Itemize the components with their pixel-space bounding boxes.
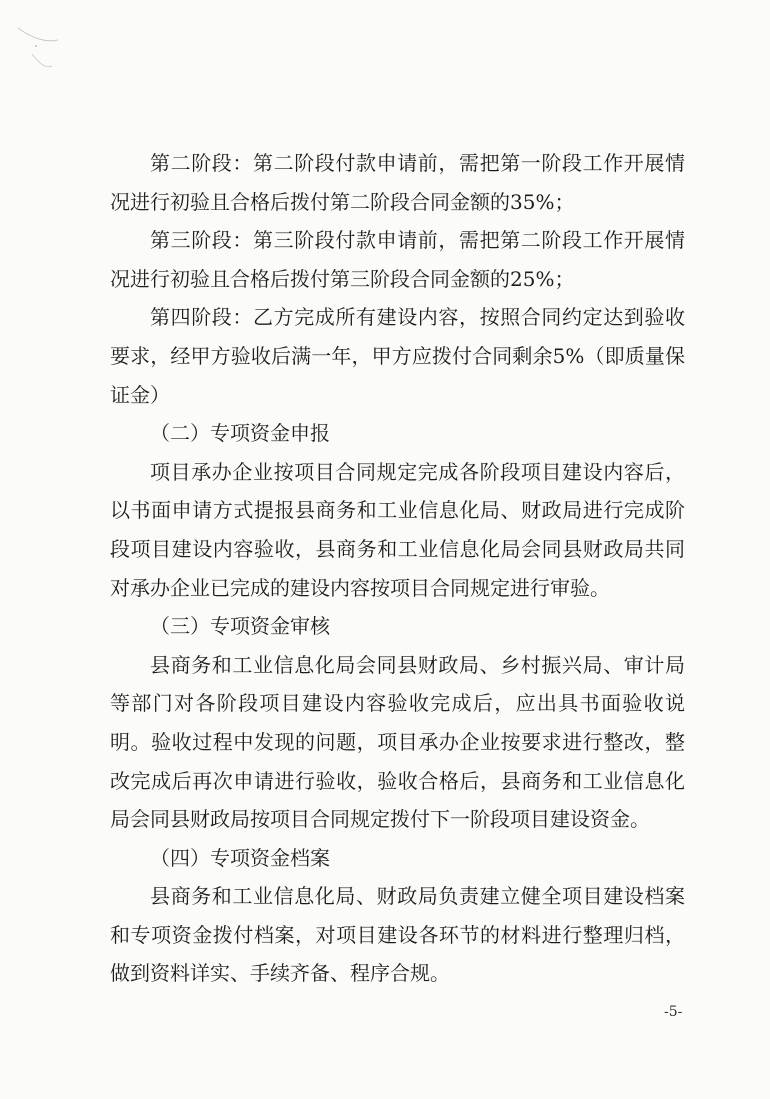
paragraph-fund-archive: 县商务和工业信息化局、财政局负责建立健全项目建设档案和专项资金拨付档案，对项目建设各环节的材料进行整理归档，做到资料详实、手续齐备、程序合规。 xyxy=(110,884,685,986)
page-number: -5- xyxy=(664,1004,683,1020)
paragraph-stage-two: 第二阶段：第二阶段付款申请前，需把第一阶段工作开展情况进行初验且合格后拨付第二阶段合同金额的35%； xyxy=(110,151,685,214)
section-heading-fund-archive: （四）专项资金档案 xyxy=(150,845,330,870)
paragraph-stage-three: 第三阶段：第三阶段付款申请前，需把第二阶段工作开展情况进行初验且合格后拨付第三阶段合同金额的25%； xyxy=(110,228,685,291)
scan-smudge xyxy=(32,54,52,67)
scan-smudge xyxy=(18,28,58,41)
paragraph-fund-application: 项目承办企业按项目合同规定完成各阶段项目建设内容后，以书面申请方式提报县商务和工业信息化局、财政局进行完成阶段项目建设内容验收，县商务和工业信息化局会同县财政局共同对承办企业已完成的建设内容按项目合同规定进行审验。 xyxy=(110,459,685,600)
document-body xyxy=(110,144,685,993)
section-heading-fund-review: （三）专项资金审核 xyxy=(150,614,330,639)
paragraph-stage-four: 第四阶段：乙方完成所有建设内容，按照合同约定达到验收要求，经甲方验收后满一年，甲方应拨付合同剩余5%（即质量保证金） xyxy=(110,305,685,407)
paragraph-fund-review: 县商务和工业信息化局会同县财政局、乡村振兴局、审计局等部门对各阶段项目建设内容验收完成后，应出具书面验收说明。验收过程中发现的问题，项目承办企业按要求进行整改，整改完成后再次申请进行验收，验收合格后，县商务和工业信息化局会同县财政局按项目合同规定拨付下一阶段项目建设资金。 xyxy=(110,652,685,832)
scan-dot xyxy=(35,45,37,47)
section-heading-fund-application: （二）专项资金申报 xyxy=(150,421,330,446)
